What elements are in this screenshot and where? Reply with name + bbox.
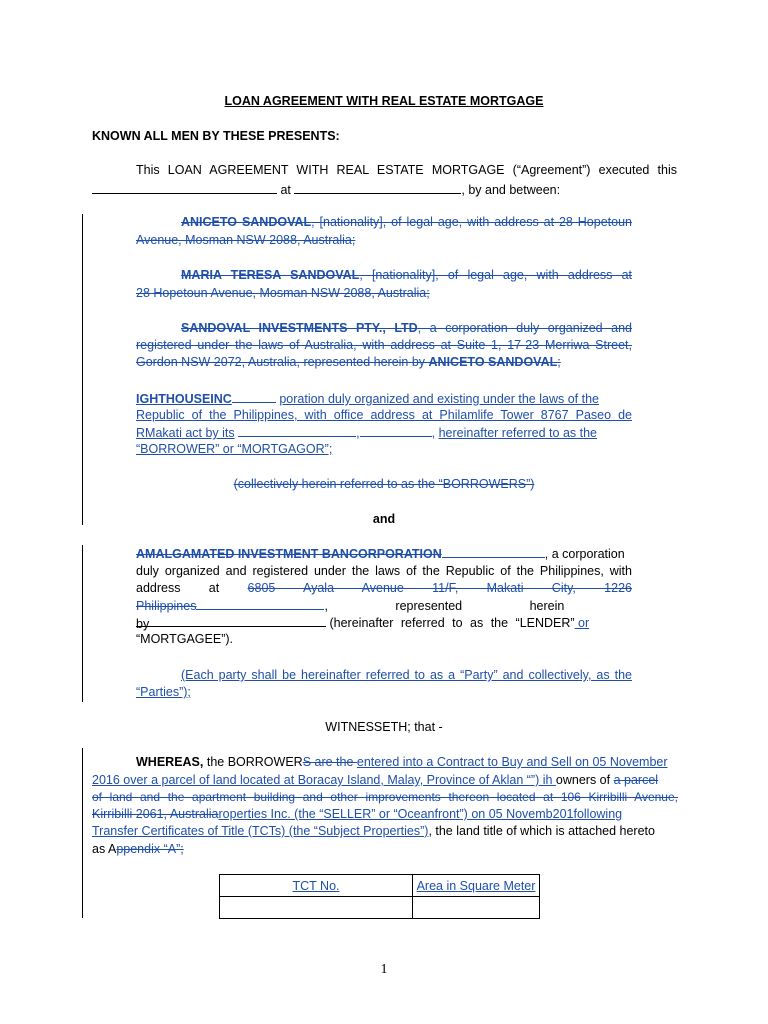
party-4-line-1: IGHTHOUSEINC poration duly organized and existing under the laws of the	[136, 392, 599, 406]
signatory-blank[interactable]	[238, 424, 356, 437]
whereas-line-2: 2016 over a parcel of land located at Boracay Island, Malay, Province of Aklan “”) ih owners of a parcel	[92, 773, 659, 787]
party-3-line-3: Gordon NSW 2072, Australia, represented herein by ANICETO SANDOVAL;	[136, 355, 561, 369]
party-3-line-2: registered under the laws of Australia, with address at Suite 1, 17-23 Merriwa Street,	[136, 338, 632, 352]
lender-line-6: “MORTGAGEE”).	[136, 632, 233, 646]
table-header-area: Area in Square Meter	[413, 875, 540, 897]
party-4-line-3: RMakati act by its , , hereinafter referred to as the	[136, 426, 598, 440]
table-cell[interactable]	[220, 897, 413, 919]
page-number: 1	[380, 962, 388, 977]
insert-blank[interactable]	[232, 390, 276, 403]
party-1-line-2: Avenue, Mosman NSW 2088, Australia;	[136, 233, 356, 247]
whereas-line-3: of land and the apartment building and other improvements thereon located at 106 Kirribilli Avenue,	[92, 790, 678, 804]
party-2-line-1: MARIA TERESA SANDOVAL, [nationality], of legal age, with address at	[181, 268, 632, 282]
lender-line-4: Philippines , represented herein by	[136, 599, 565, 631]
table-row	[220, 897, 540, 919]
whereas-line-6: as Appendix “A”;	[92, 842, 184, 856]
whereas-line-5: Transfer Certificates of Title (TCTs) (the “Subject Properties”), the land title of which is attached hereto	[92, 824, 655, 838]
lender-line-1: AMALGAMATED INVESTMENT BANCORPORATION , a corporation	[136, 547, 625, 561]
opening-line-2: at , by and between:	[92, 181, 677, 200]
party-4-line-4: “BORROWER” or “MORTGAGOR”;	[136, 442, 333, 456]
tct-table	[219, 874, 540, 919]
each-party-line-2: “Parties”);	[136, 685, 191, 699]
lender-line-3: address at 6805 Ayala Avenue 11/F, Makati City, 1226	[136, 581, 632, 595]
opening-line-1: This LOAN AGREEMENT WITH REAL ESTATE MORTGAGE (“Agreement”) executed this	[136, 163, 677, 177]
lender-blank[interactable]	[442, 545, 545, 558]
party-3-line-1: SANDOVAL INVESTMENTS PTY., LTD, a corporation duly organized and	[181, 321, 633, 335]
party-2-line-2: 28 Hopetoun Avenue, Mosman NSW 2088, Australia;	[136, 286, 430, 300]
witnesseth-heading: WITNESSETH; that -	[325, 720, 443, 734]
table-cell[interactable]	[413, 897, 540, 919]
each-party-line-1: (Each party shall be hereinafter referred to as a “Party” and collectively, as the	[181, 668, 632, 682]
and-separator: and	[372, 512, 396, 526]
representative-blank[interactable]	[136, 614, 326, 627]
lender-line-2: duly organized and registered under the laws of the Republic of the Philippines, with	[136, 564, 632, 578]
place-blank[interactable]	[294, 181, 461, 194]
party-1-line-1: ANICETO SANDOVAL, [nationality], of legal age, with address at 28 Hopetoun	[181, 215, 632, 229]
change-bar	[82, 748, 83, 918]
whereas-line-4: Kirribilli 2061, Australiaroperties Inc. (the “SELLER” or “Oceanfront”) on 05 Novemb201following	[92, 807, 623, 821]
table-header-tct: TCT No.	[220, 875, 413, 897]
document-title: LOAN AGREEMENT WITH REAL ESTATE MORTGAGE	[224, 94, 544, 108]
table-header-row	[220, 875, 540, 897]
address-blank[interactable]	[196, 597, 324, 610]
whereas-line-1: WHEREAS, the BORROWERS are the entered into a Contract to Buy and Sell on 05 November	[136, 755, 668, 769]
change-bar	[82, 545, 83, 702]
lender-line-5: (hereinafter referred to as the “LENDER” or	[136, 614, 632, 633]
intro-line: KNOWN ALL MEN BY THESE PRESENTS:	[92, 129, 340, 143]
collective-clause: (collectively herein referred to as the “BORROWERS”)	[233, 477, 535, 491]
position-blank[interactable]	[360, 424, 432, 437]
party-4-line-2: Republic of the Philippines, with office address at Philamlife Tower 8767 Paseo de	[136, 408, 632, 422]
date-blank[interactable]	[92, 181, 277, 194]
